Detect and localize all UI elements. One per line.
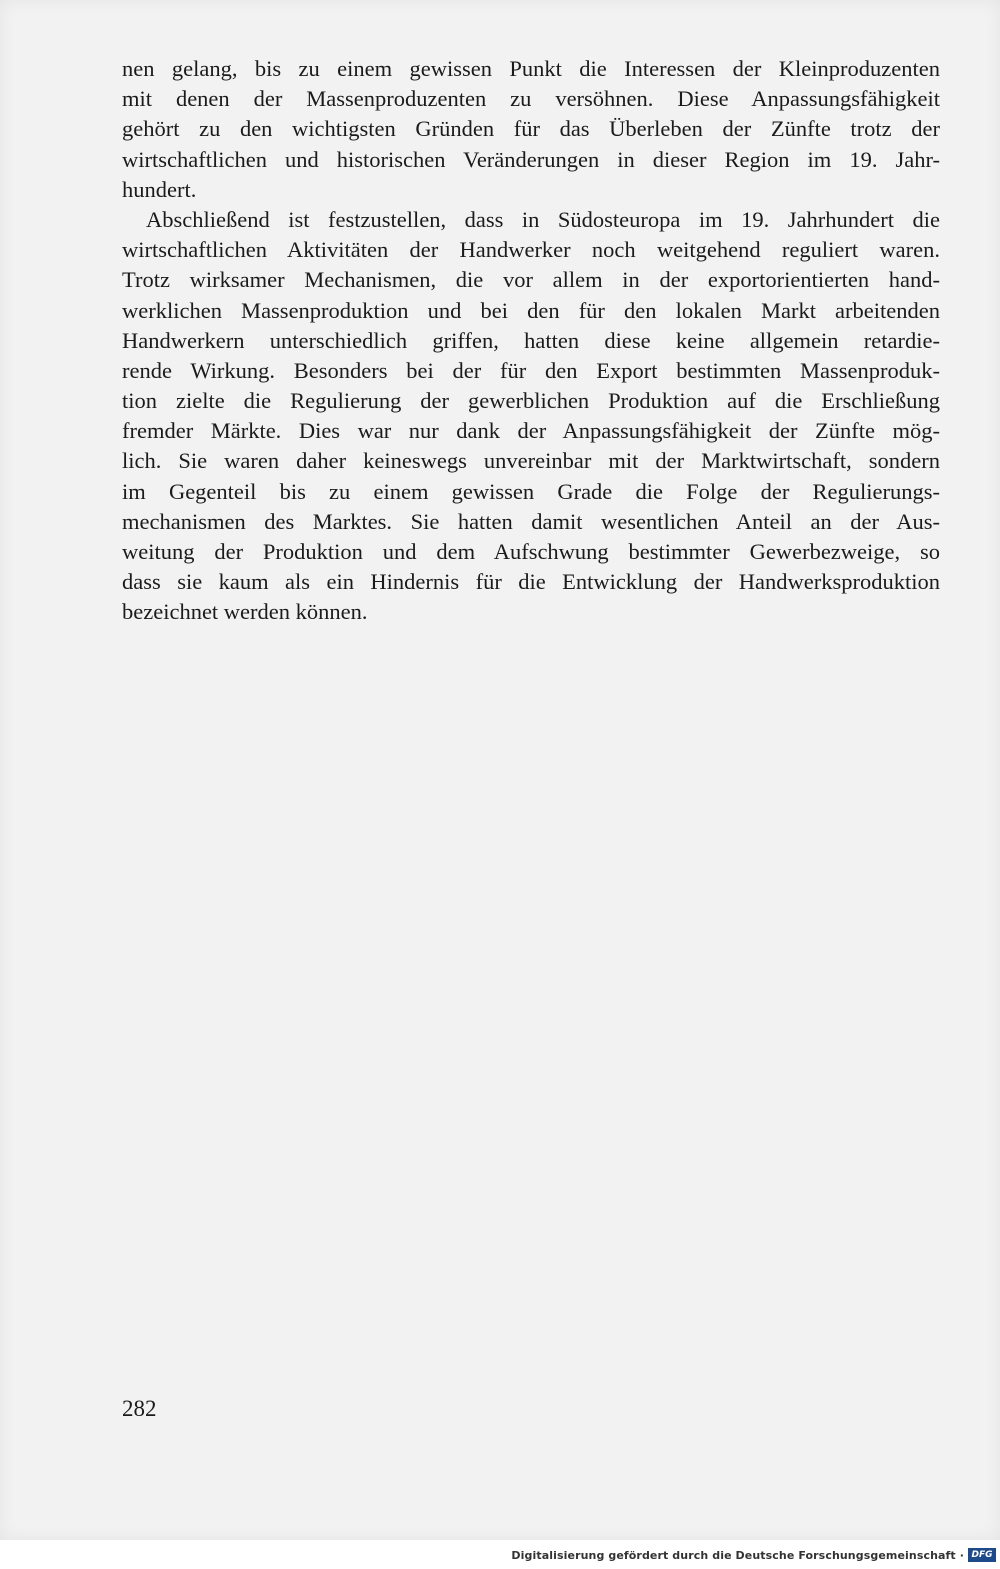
text-line: lich. Sie waren daher keineswegs unvereinbar mit der Marktwirtschaft, sondern	[122, 448, 940, 474]
text-line: mechanismen des Marktes. Sie hatten damit wesentlichen Anteil an der Aus-	[122, 508, 940, 534]
text-line: werklichen Massenproduktion und bei den für den lokalen Markt arbeitenden	[122, 297, 940, 323]
page-number: 282	[122, 1396, 157, 1421]
body-text	[122, 54, 940, 628]
text-line: bezeichnet werden können.	[122, 599, 368, 625]
digitization-credit: Digitalisierung gefördert durch die Deutsche Forschungsgemeinschaft ·	[511, 1549, 964, 1562]
text-line: weitung der Produktion und dem Aufschwung bestimmter Gewerbezweige, so	[122, 539, 940, 564]
text-line: tion zielte die Regulierung der gewerblichen Produktion auf die Erschließung	[122, 388, 940, 414]
text-line: mit denen der Massenproduzenten zu versöhnen. Diese Anpassungsfähigkeit	[122, 86, 940, 112]
text-line: rende Wirkung. Besonders bei der für den Export bestimmten Massenproduk-	[122, 357, 940, 383]
text-line: hundert.	[122, 176, 197, 202]
text-line: im Gegenteil bis zu einem gewissen Grade die Folge der Regulierungs-	[122, 478, 940, 504]
dfg-logo-icon: DFG	[968, 1548, 996, 1562]
text-line: gehört zu den wichtigsten Gründen für das Überleben der Zünfte trotz der	[122, 116, 940, 142]
text-line: Trotz wirksamer Mechanismen, die vor allem in der exportorientierten hand-	[122, 267, 940, 293]
text-line: nen gelang, bis zu einem gewissen Punkt die Interessen der Kleinproduzenten	[122, 56, 940, 81]
text-line: Abschließend ist festzustellen, dass in Südosteuropa im 19. Jahrhundert die	[146, 206, 940, 232]
text-line: Handwerkern unterschiedlich griffen, hatten diese keine allgemein retardie-	[122, 327, 940, 353]
text-line: fremder Märkte. Dies war nur dank der Anpassungsfähigkeit der Zünfte mög-	[122, 418, 940, 444]
text-line: wirtschaftlichen und historischen Veränderungen in dieser Region im 19. Jahr-	[122, 146, 940, 172]
text-line: dass sie kaum als ein Hindernis für die Entwicklung der Handwerksproduktion	[122, 569, 940, 595]
text-line: wirtschaftlichen Aktivitäten der Handwerker noch weitgehend reguliert waren.	[122, 237, 940, 263]
